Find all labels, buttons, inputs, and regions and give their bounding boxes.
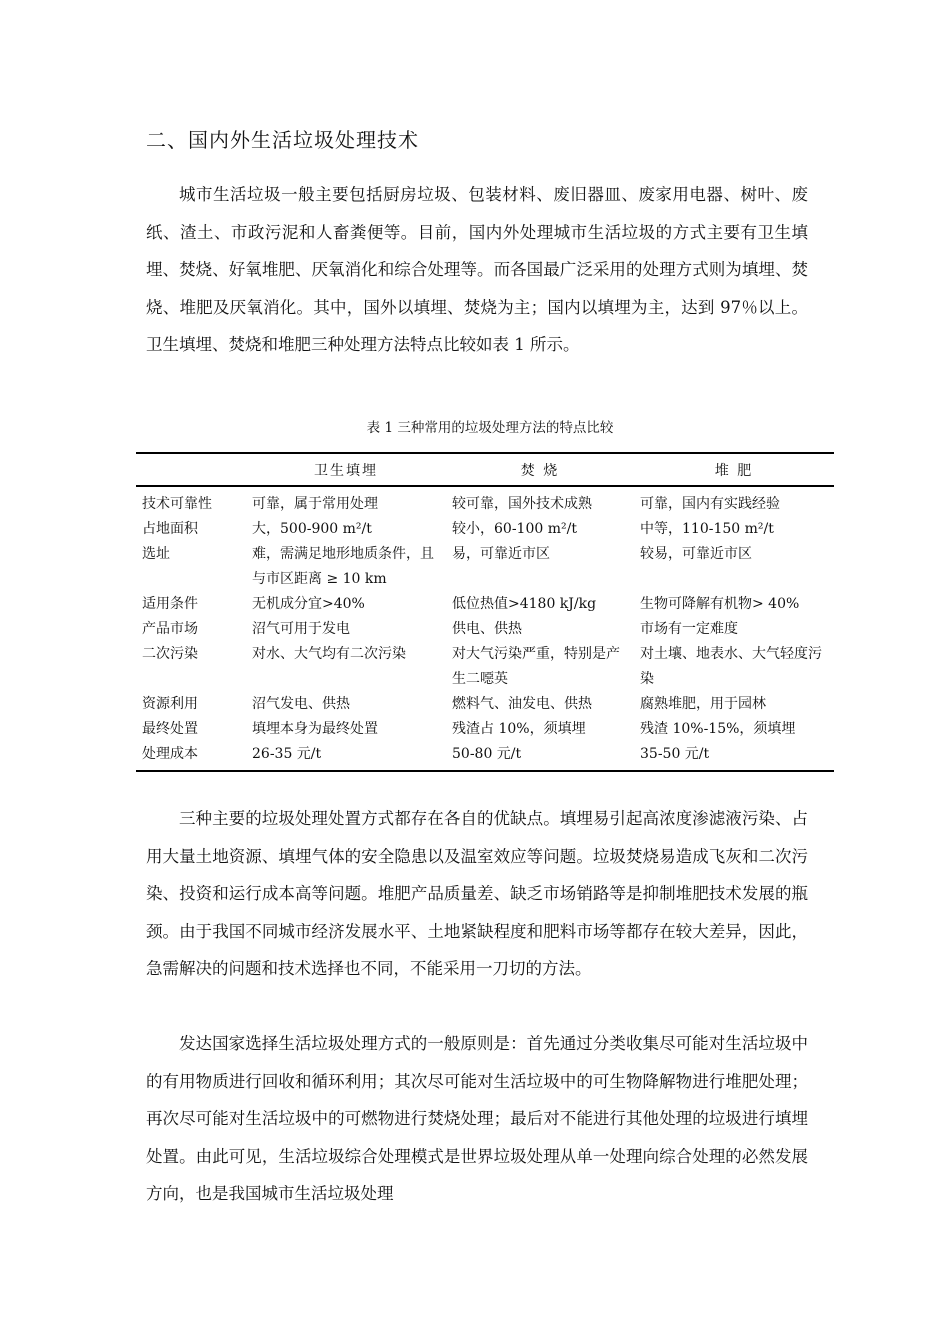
cell-incineration: 低位热值>4180 kJ/kg: [452, 596, 597, 612]
cell-landfill: 填埋本身为最终处置: [252, 721, 378, 737]
table-row: [136, 692, 834, 717]
cell-landfill: 26-35 元/t: [246, 742, 446, 771]
cell-incineration: 易，可靠近市区: [452, 546, 550, 562]
table-header-row: [136, 453, 834, 486]
cell-compost: 腐熟堆肥，用于园林: [640, 696, 766, 712]
cell-landfill: 难，需满足地形地质条件，且与市区距离 ≥ 10 km: [252, 546, 434, 587]
table-caption: 表 1 三种常用的垃圾处理方法的特点比较: [366, 420, 614, 436]
row-label: 占地面积: [142, 521, 198, 537]
cell-landfill: 可靠，属于常用处理: [252, 496, 378, 512]
table-row: [136, 592, 834, 617]
cell-incineration: 较可靠，国外技术成熟: [452, 496, 592, 512]
row-label: 选址: [142, 546, 170, 562]
cell-landfill: 沼气发电、供热: [252, 696, 350, 712]
paragraph-pros-cons: 三种主要的垃圾处理处置方式都存在各自的优缺点。填埋易引起高浓度渗滤液污染、占用大量土地资源、填埋气体的安全隐患以及温室效应等问题。垃圾焚烧易造成飞灰和二次污染、投资和运行成本高等问题。堆肥产品质量差、缺乏市场销路等是抑制堆肥技术发展的瓶颈。由于我国不同城市经济发展水平、土地紧缺程度和肥料市场等都存在较大差异，因此，急需解决的问题和技术选择也不同，不能采用一刀切的方法。: [146, 809, 808, 978]
row-label: 处理成本: [136, 742, 246, 771]
cell-compost: 残渣 10%-15%，须填埋: [640, 721, 796, 737]
cell-incineration: 较小，60-100 m²/t: [452, 521, 577, 537]
table-row: [136, 617, 834, 642]
header-cell-blank: [136, 453, 246, 486]
row-label: 二次污染: [142, 646, 198, 662]
header-cell-compost: 堆 肥: [634, 453, 834, 486]
cell-incineration: 燃料气、油发电、供热: [452, 696, 592, 712]
table-row: [136, 542, 834, 592]
row-label: 最终处置: [142, 721, 198, 737]
cell-compost: 较易，可靠近市区: [640, 546, 752, 562]
row-label: 适用条件: [142, 596, 198, 612]
row-label: 产品市场: [142, 621, 198, 637]
cell-compost: 市场有一定难度: [640, 621, 738, 637]
section-heading: 二、国内外生活垃圾处理技术: [146, 128, 419, 152]
row-label: 资源利用: [142, 696, 198, 712]
cell-compost: 中等，110-150 m²/t: [640, 521, 774, 537]
header-cell-incineration: 焚 烧: [446, 453, 634, 486]
cell-incineration: 50-80 元/t: [446, 742, 634, 771]
cell-compost: 35-50 元/t: [634, 742, 834, 771]
cell-landfill: 无机成分宜>40%: [252, 596, 365, 612]
cell-landfill: 对水、大气均有二次污染: [252, 646, 406, 662]
row-label: 技术可靠性: [142, 496, 212, 512]
table-row: [136, 486, 834, 517]
table-row: [136, 717, 834, 742]
paragraph-intro: 城市生活垃圾一般主要包括厨房垃圾、包装材料、废旧器皿、废家用电器、树叶、废纸、渣土、市政污泥和人畜粪便等。目前，国内外处理城市生活垃圾的方式主要有卫生填埋、焚烧、好氧堆肥、厌氧消化和综合处理等。而各国最广泛采用的处理方式则为填埋、焚烧、堆肥及厌氧消化。其中，国外以填埋、焚烧为主；国内以填埋为主，达到 97％以上。卫生填埋、焚烧和堆肥三种处理方法特点比较如表 1 所示。: [146, 185, 808, 354]
cell-landfill: 沼气可用于发电: [252, 621, 350, 637]
cell-incineration: 残渣占 10%，须填埋: [452, 721, 586, 737]
table-row: [136, 742, 834, 771]
cell-compost: 生物可降解有机物> 40%: [640, 596, 800, 612]
cell-incineration: 供电、供热: [452, 621, 522, 637]
table-row: [136, 642, 834, 692]
cell-compost: 对土壤、地表水、大气轻度污染: [640, 646, 822, 687]
header-cell-landfill: 卫生填埋: [246, 453, 446, 486]
cell-landfill: 大，500-900 m²/t: [252, 521, 372, 537]
cell-compost: 可靠，国内有实践经验: [640, 496, 780, 512]
cell-incineration: 对大气污染严重，特别是产生二噁英: [452, 646, 620, 687]
table-row: [136, 517, 834, 542]
paragraph-principles: 发达国家选择生活垃圾处理方式的一般原则是：首先通过分类收集尽可能对生活垃圾中的有用物质进行回收和循环利用；其次尽可能对生活垃圾中的可生物降解物进行堆肥处理；再次尽可能对生活垃圾中的可燃物进行焚烧处理；最后对不能进行其他处理的垃圾进行填埋处置。由此可见，生活垃圾综合处理模式是世界垃圾处理从单一处理向综合处理的必然发展方向，也是我国城市生活垃圾处理: [146, 1034, 808, 1203]
comparison-table: [136, 452, 834, 772]
